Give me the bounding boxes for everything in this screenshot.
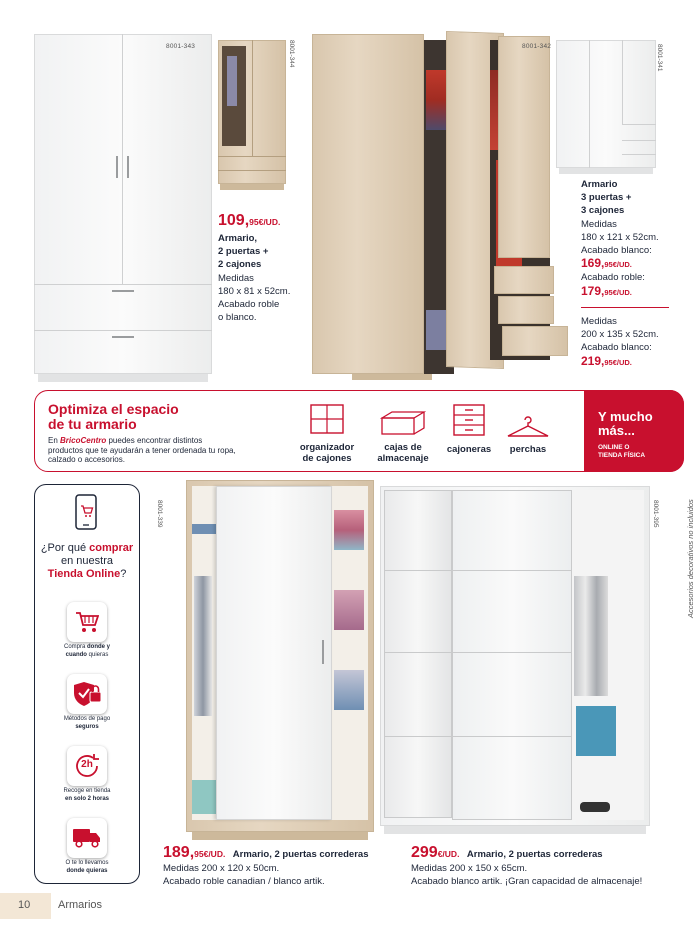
title-line: 2 puertas + [218, 246, 269, 258]
title-line: 2 cajones [218, 259, 262, 271]
brand-logo: BricoCentro [60, 436, 107, 445]
feature-label: cajas de [384, 442, 422, 453]
price-white-large: 219,95€/UD. [581, 353, 632, 368]
desc-line: Medidas 200 x 150 x 65cm. [411, 863, 528, 874]
feature-label: almacenaje [377, 453, 429, 464]
desc-line: Acabado roble: [581, 272, 645, 284]
banner-text: En BricoCentro puedes encontrar distintos productos que te ayudarán a tener ordenada tu ropa, calzado o accesorios. [48, 436, 236, 464]
title-line: Armario [581, 179, 618, 190]
delivery-truck-icon [72, 827, 102, 849]
description-8001-341-large [581, 315, 691, 369]
sidebar-question: ¿Por qué comprar en nuestra Tienda Online? [40, 542, 134, 580]
feature-drawer-organizer [292, 404, 362, 464]
feature-label: de cajones [302, 453, 352, 464]
feature-hangers [500, 404, 556, 464]
page-number: 10 [18, 899, 31, 911]
product-code: 8001-343 [166, 43, 196, 50]
wardrobe-8001-344-image [218, 40, 286, 190]
desc-line: 180 x 81 x 52cm. [218, 285, 291, 297]
feature-storage-boxes [368, 404, 438, 464]
drawer-unit-icon [453, 404, 485, 436]
two-hours-label: 2h [81, 759, 93, 770]
price-integer: 109, [218, 212, 250, 229]
desc-line: Medidas [218, 272, 254, 284]
description-8001-341 [581, 178, 691, 299]
price-integer: 299 [411, 844, 438, 861]
price-decimal: €/UD. [437, 849, 460, 859]
smartphone-cart-icon [74, 494, 98, 530]
tile-cart [67, 602, 107, 642]
feature-drawer-units [438, 404, 500, 464]
desc-line: Medidas [581, 218, 617, 230]
title-line: Armario, 2 puertas correderas [466, 849, 603, 860]
tile-pickup [67, 746, 107, 786]
tile-secure-payment [67, 674, 107, 714]
price-integer: 189, [163, 844, 195, 861]
desc-line: 180 x 121 x 52cm. [581, 231, 659, 243]
desc-line: Acabado blanco artik. ¡Gran capacidad de almacenaje! [411, 876, 643, 888]
section-name: Armarios [58, 899, 103, 911]
feature-label: perchas [509, 444, 547, 455]
product-code: 8001-344 [288, 40, 295, 68]
side-note: Accesorios decorativos no incluidos [686, 499, 695, 618]
title-line: Armario, [218, 233, 258, 244]
desc-line: Acabado blanco: [581, 245, 652, 257]
title-line: Armario, 2 puertas correderas [232, 849, 369, 860]
tile-label: O te lo llevamos donde quieras [65, 860, 109, 874]
description-8001-395 [411, 844, 691, 888]
secure-payment-icon [72, 680, 102, 708]
wardrobe-8001-341-image [556, 40, 656, 174]
wardrobe-8001-339-image [186, 480, 374, 840]
description-8001-339 [163, 844, 403, 888]
title-line: 3 puertas + [581, 192, 632, 204]
tile-label: Métodos de pago seguros [63, 716, 111, 730]
desc-line: Acabado roble canadian / blanco artik. [163, 876, 325, 888]
price-decimal: 95€/UD. [194, 849, 226, 859]
price-oak-small: 179,95€/UD. [581, 283, 632, 298]
desc-line: Acabado blanco: [581, 342, 652, 354]
price-8001-344 [218, 212, 280, 230]
cart-icon [75, 611, 99, 633]
divider [581, 307, 669, 308]
desc-line: Medidas [581, 316, 617, 327]
price-white-small: 169,95€/UD. [581, 256, 632, 271]
product-code: 8001-395 [652, 500, 659, 528]
price-decimal: 95€/UD. [249, 217, 281, 227]
tile-label: Recoge en tienda en solo 2 horas [63, 788, 111, 802]
feature-label: cajoneras [446, 444, 492, 455]
desc-line: 200 x 135 x 52cm. [581, 329, 659, 341]
desc-line: o blanco. [218, 312, 257, 324]
desc-line: Medidas 200 x 120 x 50cm. [163, 863, 280, 874]
wardrobe-8001-395-image [380, 486, 650, 834]
storage-box-icon [380, 410, 426, 436]
product-code: 8001-341 [656, 44, 663, 72]
wardrobe-8001-343-image [34, 34, 212, 382]
product-code: 8001-342 [522, 43, 552, 50]
tile-label: Compra donde y cuando quieras [63, 644, 111, 658]
hanger-icon [506, 414, 550, 438]
feature-label: organizador [299, 442, 355, 453]
wardrobe-8001-342-image [312, 30, 574, 382]
drawer-organizer-icon [310, 404, 344, 434]
description-8001-344 [218, 232, 308, 324]
desc-line: Acabado roble [218, 299, 280, 311]
more-products-text: Y mucho más... ONLINE O TIENDA FÍSICA [598, 409, 653, 459]
tile-delivery [67, 818, 107, 858]
title-line: 3 cajones [581, 205, 625, 217]
product-code: 8001-339 [156, 500, 163, 528]
banner-heading: Optimiza el espacio de tu armario [48, 401, 179, 432]
